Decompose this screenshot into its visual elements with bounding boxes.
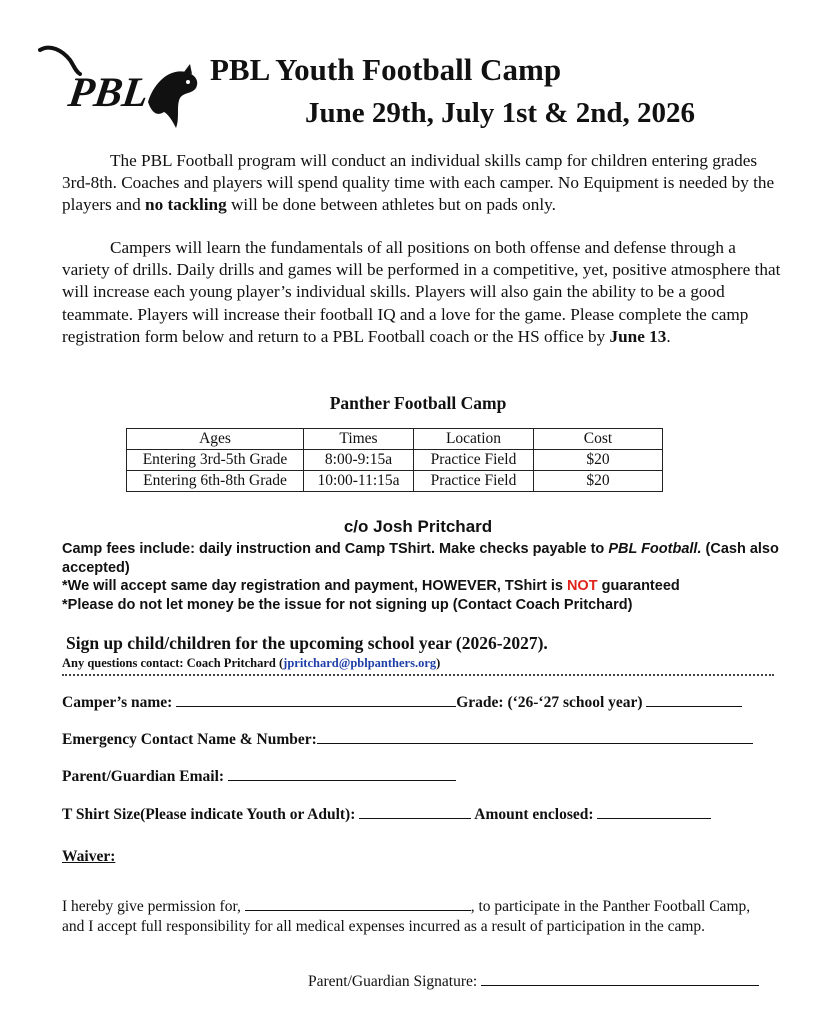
tshirt-amount-row bbox=[62, 804, 711, 824]
table-row bbox=[127, 450, 663, 471]
table-cell: $20 bbox=[534, 471, 663, 492]
signup-heading: Sign up child/children for the upcoming school year (2026-2027). bbox=[66, 633, 548, 653]
table-cell: Practice Field bbox=[414, 471, 534, 492]
questions-contact: Any questions contact: Coach Pritchard (jpritchard@pblpanthers.org) bbox=[62, 656, 441, 670]
cut-line-divider bbox=[62, 674, 774, 676]
column-header-cost: Cost bbox=[534, 429, 663, 450]
table-cell: Practice Field bbox=[414, 450, 534, 471]
column-header-ages: Ages bbox=[127, 429, 304, 450]
same-day-registration-note: *We will accept same day registration and payment, HOWEVER, TShirt is NOT guaranteed bbox=[62, 578, 680, 594]
table-cell: 10:00-11:15a bbox=[304, 471, 414, 492]
care-of-contact: c/o Josh Pritchard bbox=[343, 517, 493, 536]
amount-enclosed-label: Amount enclosed: bbox=[474, 806, 594, 823]
table-cell: Entering 6th-8th Grade bbox=[127, 471, 304, 492]
contact-email-link[interactable]: jpritchard@pblpanthers.org bbox=[283, 656, 437, 670]
signature-row bbox=[308, 971, 759, 991]
signature-field[interactable] bbox=[481, 971, 759, 986]
page-title: PBL Youth Football Camp bbox=[210, 52, 562, 87]
table-cell: Entering 3rd-5th Grade bbox=[127, 450, 304, 471]
table-cell: 8:00-9:15a bbox=[304, 450, 414, 471]
waiver-text: I hereby give permission for, , to participate in the Panther Football Camp, and I accept full responsibility for all medical expenses incurred as a result of participation in the camp. bbox=[62, 898, 751, 935]
grade-label: Grade: (‘26-‘27 school year) bbox=[456, 694, 643, 711]
table-header-row bbox=[127, 429, 663, 450]
grade-field[interactable] bbox=[646, 692, 742, 707]
column-header-location: Location bbox=[414, 429, 534, 450]
waiver-child-name-field[interactable] bbox=[245, 896, 471, 911]
logo-text: PBL bbox=[65, 69, 152, 116]
emergency-contact-label: Emergency Contact Name & Number: bbox=[62, 731, 317, 748]
camp-fees-info: Camp fees include: daily instruction and Camp TShirt. Make checks payable to PBL Football. (Cash also accepted) bbox=[62, 541, 779, 576]
camp-table-title: Panther Football Camp bbox=[329, 393, 507, 413]
tshirt-size-field[interactable] bbox=[359, 804, 471, 819]
waiver-heading: Waiver: bbox=[62, 848, 116, 865]
camp-schedule-table bbox=[126, 428, 663, 492]
signature-label: Parent/Guardian Signature: bbox=[308, 973, 478, 990]
camper-name-field[interactable] bbox=[176, 692, 456, 707]
emergency-contact-row bbox=[62, 729, 753, 749]
table-row bbox=[127, 471, 663, 492]
column-header-times: Times bbox=[304, 429, 414, 450]
money-note: *Please do not let money be the issue for not signing up (Contact Coach Pritchard) bbox=[62, 597, 633, 613]
camper-name-label: Camper’s name: bbox=[62, 694, 173, 711]
pbl-panther-logo bbox=[36, 42, 204, 134]
tshirt-size-label: T Shirt Size(Please indicate Youth or Adult): bbox=[62, 806, 356, 823]
camper-name-row bbox=[62, 692, 742, 712]
amount-enclosed-field[interactable] bbox=[597, 804, 711, 819]
parent-email-row bbox=[62, 766, 456, 786]
parent-email-label: Parent/Guardian Email: bbox=[62, 768, 225, 785]
parent-email-field[interactable] bbox=[228, 766, 456, 781]
intro-paragraph-1: The PBL Football program will conduct an individual skills camp for children entering grades 3rd-8th. Coaches and players will spend quality time with each camper. No Equipment is needed by the players and no tackling will be done between athletes but on pads only. bbox=[62, 151, 775, 215]
emergency-contact-field[interactable] bbox=[317, 729, 753, 744]
intro-paragraph-2: Campers will learn the fundamentals of all positions on both offense and defense through a variety of drills. Daily drills and games will be performed in a competitive, yet, positive atmosphere that will increase each young player’s individual skills. Players will also gain the ability to be a good teammate. Players will increase their football IQ and a love for the game. Please complete the camp registration form below and return to a PBL Football coach or the HS office by June 13. bbox=[62, 238, 781, 346]
table-cell: $20 bbox=[534, 450, 663, 471]
camp-dates: June 29th, July 1st & 2nd, 2026 bbox=[305, 97, 695, 129]
